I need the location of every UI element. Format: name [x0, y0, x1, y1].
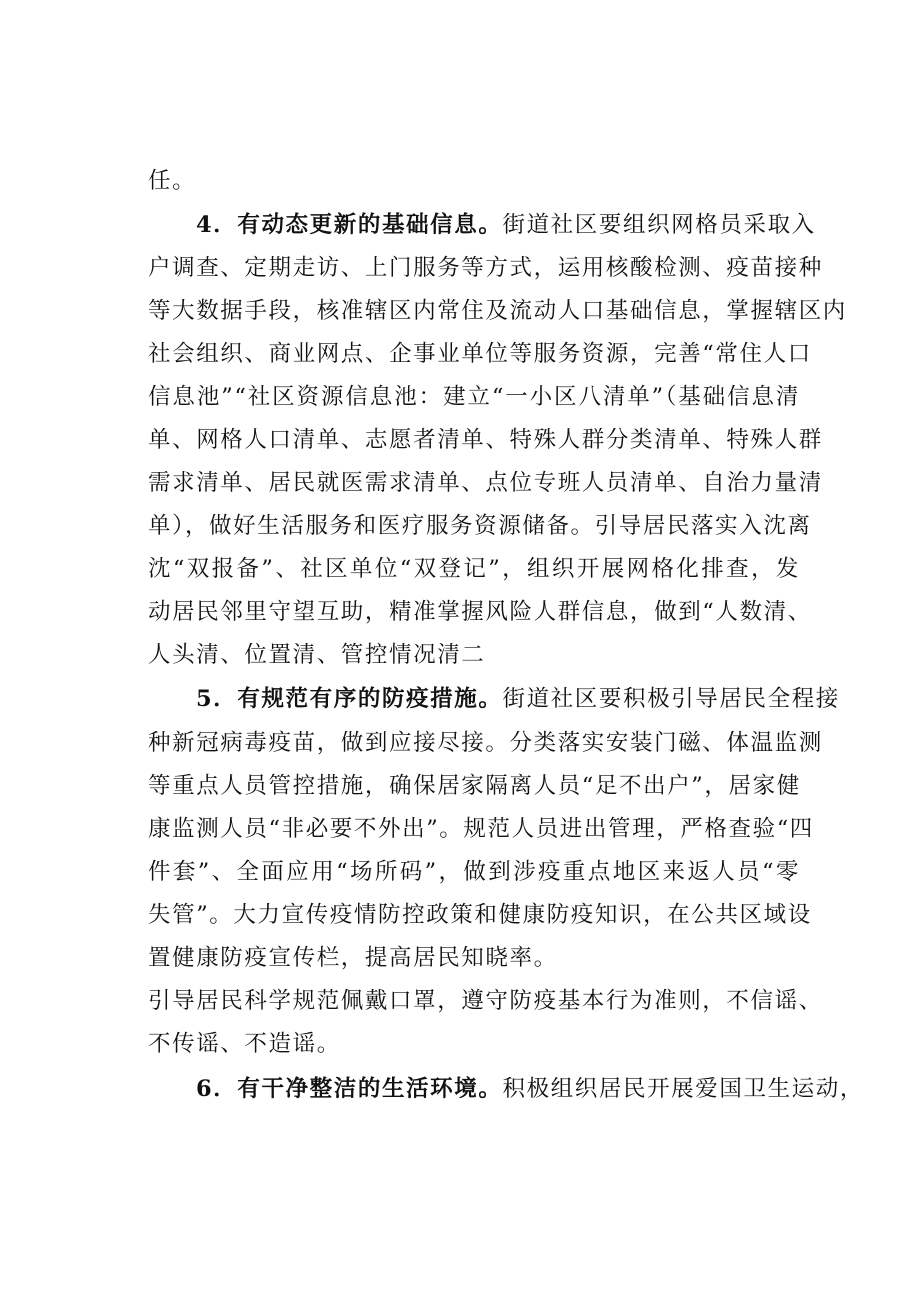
paragraph-line	[148, 728, 823, 758]
paragraph-line	[148, 1029, 341, 1059]
paragraph-line	[148, 986, 823, 1016]
line-text: 引导居民科学规范佩戴口罩，遵守防疫基本行为准则，不信谣、	[148, 988, 823, 1014]
line-text: 街道社区要积极引导居民全程接	[502, 686, 840, 712]
line-text: 等大数据手段，核准辖区内常住及流动人口基础信息，掌握辖区内	[148, 298, 847, 324]
section-6-heading: 6．有干净整洁的生活环境。	[196, 1076, 503, 1102]
line-text: 人头清、位置清、管控情况清二	[148, 642, 486, 668]
paragraph-4-heading-line	[196, 210, 816, 240]
paragraph-line	[148, 554, 800, 584]
paragraph-5-heading-line	[196, 684, 840, 714]
paragraph-line	[148, 382, 800, 412]
line-text: 积极组织居民开展爱国卫生运动，	[502, 1076, 864, 1102]
line-text: 信息池”“社区资源信息池：建立“一小区八清单”（基础信息清	[148, 384, 800, 410]
section-5-heading: 5．有规范有序的防疫措施。	[196, 686, 503, 712]
line-text: 单），做好生活服务和医疗服务资源储备。引导居民落实入沈离	[148, 513, 812, 539]
paragraph-6-heading-line	[196, 1074, 864, 1104]
line-text: 置健康防疫宣传栏，提高居民知晓率。	[148, 945, 558, 971]
paragraph-line	[148, 468, 823, 498]
line-text: 街道社区要组织网格员采取入	[502, 212, 816, 238]
paragraph-line	[148, 425, 823, 455]
paragraph-line	[148, 857, 800, 887]
paragraph-line	[148, 511, 812, 541]
paragraph-line	[148, 296, 847, 326]
line-text: 不传谣、不造谣。	[148, 1031, 341, 1057]
line-text: 沈“双报备”、社区单位“双登记”，组织开展网格化排查，发	[148, 556, 800, 582]
paragraph-line	[148, 640, 485, 670]
paragraph-line	[148, 771, 800, 801]
line-text: 康监测人员“非必要不外出”。规范人员进出管理，严格查验“四	[148, 816, 814, 842]
line-text: 种新冠病毒疫苗，做到应接尽接。分类落实安装门磁、体温监测	[148, 730, 823, 756]
line-text: 需求清单、居民就医需求清单、点位专班人员清单、自治力量清	[148, 470, 823, 496]
paragraph-line	[148, 339, 812, 369]
paragraph-line	[148, 900, 812, 930]
line-text: 户调查、定期走访、上门服务等方式，运用核酸检测、疫苗接种	[148, 255, 823, 281]
line-text: 任。	[148, 168, 197, 194]
line-text: 单、网格人口清单、志愿者清单、特殊人群分类清单、特殊人群	[148, 427, 823, 453]
paragraph-line	[148, 166, 196, 196]
paragraph-line	[148, 814, 814, 844]
line-text: 等重点人员管控措施，确保居家隔离人员“足不出户”，居家健	[148, 773, 801, 799]
paragraph-line	[148, 943, 558, 973]
line-text: 失管”。大力宣传疫情防控政策和健康防疫知识，在公共区域设	[148, 902, 812, 928]
paragraph-line	[148, 597, 812, 627]
line-text: 件套”、全面应用“场所码”，做到涉疫重点地区来返人员“零	[148, 859, 800, 885]
line-text: 社会组织、商业网点、企事业单位等服务资源，完善“常住人口	[148, 341, 812, 367]
section-4-heading: 4．有动态更新的基础信息。	[196, 212, 503, 238]
line-text: 动居民邻里守望互助，精准掌握风险人群信息，做到“人数清、	[148, 599, 812, 625]
paragraph-line	[148, 253, 823, 283]
